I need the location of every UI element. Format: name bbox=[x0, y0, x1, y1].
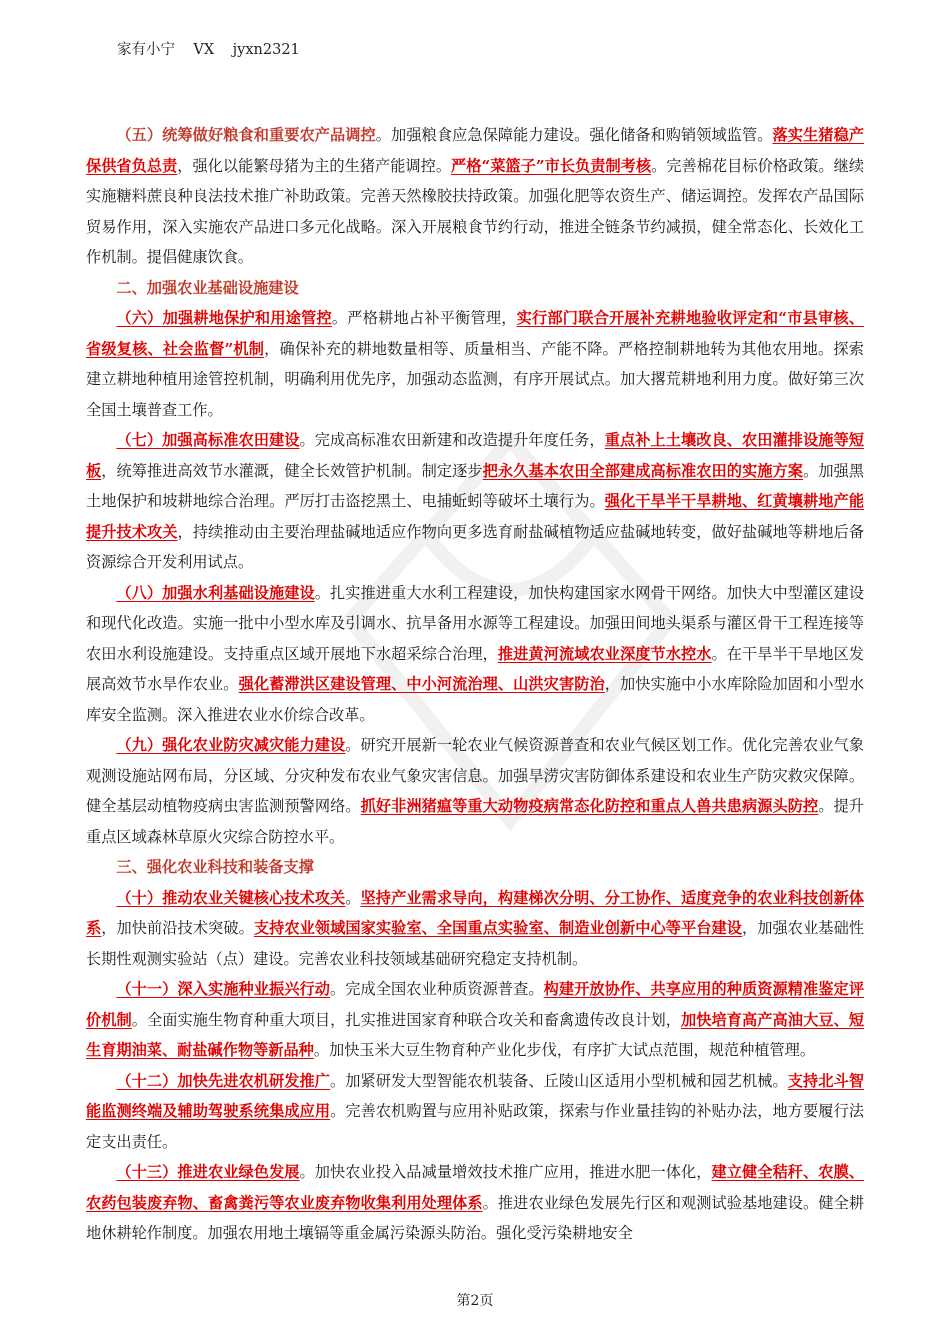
body-text: 。推进农业绿色发展先行区和观测试验基地建设。健全耕地休耕轮作制度。加强农用地土壤镉等重金属污染源头防治。强化受污染耕地安全 bbox=[86, 1193, 865, 1242]
body-text: ，强化以能繁母猪为主的生猪产能调控。 bbox=[177, 156, 452, 175]
body-text: ，加快前沿技术突破。 bbox=[101, 919, 254, 937]
highlighted-text: （八）加强水利基础设施建设 bbox=[116, 583, 315, 602]
body-text: 。研究开展新一轮农业气候资源普查和农业气候区划工作。优化完善农业气象观测设施站网布局，分区域、分灾种发布农业气象灾害信息。加强旱涝灾害防御体系建设和农业生产防灾救灾保障。健全基层动植物疫病虫害监测预警网络。 bbox=[86, 736, 865, 815]
body-text: ，确保补充的耕地数量相等、质量相当、产能不降。严格控制耕地转为其他农用地。探索建立耕地种植用途管控机制，明确利用优先序，加强动态监测，有序开展试点。加大撂荒耕地利用力度。做好第三次全国土壤普查工作。 bbox=[86, 339, 864, 419]
body-text: ，加快实施中小水库除险加固和小型水库安全监测。深入推进农业水价综合改革。 bbox=[86, 675, 865, 724]
highlighted-text: 推进黄河流域农业深度节水控水 bbox=[497, 644, 712, 663]
highlighted-text: 落实生猪稳产保供省负总责 bbox=[86, 126, 865, 175]
paragraph bbox=[86, 425, 864, 578]
highlighted-text: 实行部门联合开展补充耕地验收评定和“市县审核、省级复核、社会监督”机制 bbox=[86, 309, 865, 358]
paragraph bbox=[86, 883, 864, 975]
highlighted-text: 构建开放协作、共享应用的种质资源精准鉴定评价机制 bbox=[86, 980, 865, 1029]
highlighted-text: （九）强化农业防灾减灾能力建设 bbox=[116, 736, 346, 754]
section-heading bbox=[86, 852, 864, 883]
body-text: 。完善农机购置与应用补贴政策，探索与作业量挂钩的补贴办法，地方要履行法定支出责任。 bbox=[86, 1102, 865, 1151]
paragraph bbox=[86, 974, 864, 1066]
highlighted-text: 加快培育高产高油大豆、短生育期油菜、耐盐碱作物等新品种 bbox=[86, 1010, 865, 1059]
page-header: 家有小宁 VX jyxn2321 bbox=[117, 42, 300, 58]
body-text: 。完成全国农业种质资源普查。 bbox=[330, 980, 544, 998]
highlighted-text: 把永久基本农田全部建成高标准农田的实施方案 bbox=[482, 461, 804, 480]
section-heading bbox=[86, 273, 864, 304]
highlighted-text: （十）推动农业关键核心技术攻关 bbox=[116, 888, 346, 907]
highlighted-text: 强化蓄滞洪区建设管理、中小河流治理、山洪灾害防治 bbox=[238, 675, 605, 693]
body-text: 三、强化农业科技和装备支撑 bbox=[116, 858, 314, 876]
body-text: 。加紧研发大型智能农机装备、丘陵山区适用小型机械和园艺机械。 bbox=[330, 1071, 788, 1090]
highlighted-text: 强化干旱半干旱耕地、红黄壤耕地产能提升技术攻关 bbox=[86, 492, 865, 541]
highlighted-text: 严格“菜篮子”市长负责制考核 bbox=[451, 156, 652, 175]
paragraph bbox=[86, 578, 864, 731]
body-text: 。加强黑土地保护和坡耕地综合治理。严厉打击盗挖黑土、电捕蚯蚓等破坏土壤行为。 bbox=[86, 461, 865, 510]
highlighted-text: 支持北斗智能监测终端及辅助驾驶系统集成应用 bbox=[86, 1071, 865, 1120]
highlighted-text: （七）加强高标准农田建设 bbox=[116, 431, 300, 449]
highlighted-text: 坚持产业需求导向，构建梯次分明、分工协作、适度竞争的农业科技创新体系 bbox=[86, 888, 865, 937]
body-text: 二、加强农业基础设施建设 bbox=[116, 278, 299, 297]
highlighted-text: （十三）推进农业绿色发展 bbox=[116, 1163, 300, 1181]
body-text: 。在干旱半干旱地区发展高效节水旱作农业。 bbox=[86, 644, 865, 693]
highlighted-text: 抓好非洲猪瘟等重大动物疫病常态化防控和重点人兽共患病源头防控 bbox=[360, 797, 819, 815]
highlighted-text: 支持农业领域国家实验室、全国重点实验室、制造业创新中心等平台建设 bbox=[253, 919, 743, 937]
page-number: 第2页 bbox=[456, 1293, 494, 1309]
paragraph bbox=[86, 730, 864, 852]
highlighted-text: 建立健全秸秆、农膜、农药包装废弃物、畜禽粪污等农业废弃物收集利用处理体系 bbox=[86, 1163, 865, 1212]
body-text: ，持续推动由主要治理盐碱地适应作物向更多选育耐盐碱植物适应盐碱地转变，做好盐碱地等耕地后备资源综合开发利用试点。 bbox=[86, 522, 865, 571]
body-text: 。加强粮食应急保障能力建设。强化储备和购销领域监管。 bbox=[375, 126, 773, 144]
item-heading: （五）统筹做好粮食和重要农产品调控 bbox=[116, 126, 376, 144]
paragraph bbox=[86, 1066, 864, 1158]
body-text: 。扎实推进重大水利工程建设，加快构建国家水网骨干网络。加快大中型灌区建设和现代化改造。实施一批中小型水库及引调水、抗旱备用水源等工程建设。加强田间地头渠系与灌区骨干工程连接等农田水利设施建设。支持重点区域开展地下水超采综合治理， bbox=[86, 583, 865, 663]
document-body bbox=[86, 120, 864, 1249]
body-text: ，统筹推进高效节水灌溉，健全长效管护机制。制定逐步 bbox=[101, 461, 483, 480]
body-text: ，加强农业基础性长期性观测实验站（点）建设。完善农业科技领域基础研究稳定支持机制。 bbox=[86, 919, 865, 968]
body-text: 。提升重点区域森林草原火灾综合防控水平。 bbox=[86, 797, 865, 846]
body-text: 。加快农业投入品减量增效技术推广应用，推进水肥一体化， bbox=[299, 1163, 712, 1181]
body-text: 。全面实施生物育种重大项目，扎实推进国家育种联合攻关和畜禽遗传改良计划， bbox=[131, 1010, 682, 1029]
highlighted-text: （十二）加快先进农机研发推广 bbox=[116, 1071, 331, 1090]
highlighted-text: 重点补上土壤改良、农田灌排设施等短板 bbox=[86, 431, 865, 480]
body-text: 。完成高标准农田新建和改造提升年度任务， bbox=[299, 431, 605, 449]
paragraph bbox=[86, 120, 864, 273]
paragraph bbox=[86, 303, 864, 425]
paragraph bbox=[86, 1157, 864, 1249]
highlighted-text: （十一）深入实施种业振兴行动 bbox=[116, 980, 331, 998]
body-text: 。 bbox=[345, 888, 361, 907]
highlighted-text: （六）加强耕地保护和用途管控 bbox=[116, 309, 332, 327]
body-text: 。加快玉米大豆生物育种产业化步伐，有序扩大试点范围，规范种植管理。 bbox=[313, 1041, 815, 1059]
body-text: 。完善棉花目标价格政策。继续实施糖料蔗良种良法技术推广补助政策。完善天然橡胶扶持政策。加强化肥等农资生产、储运调控。发挥农产品国际贸易作用，深入实施农产品进口多元化战略。深入开展粮食节约行动，推进全链条节约减损，健全常态化、长效化工作机制。提倡健康饮食。 bbox=[86, 156, 865, 266]
body-text: 。严格耕地占补平衡管理， bbox=[331, 309, 517, 327]
